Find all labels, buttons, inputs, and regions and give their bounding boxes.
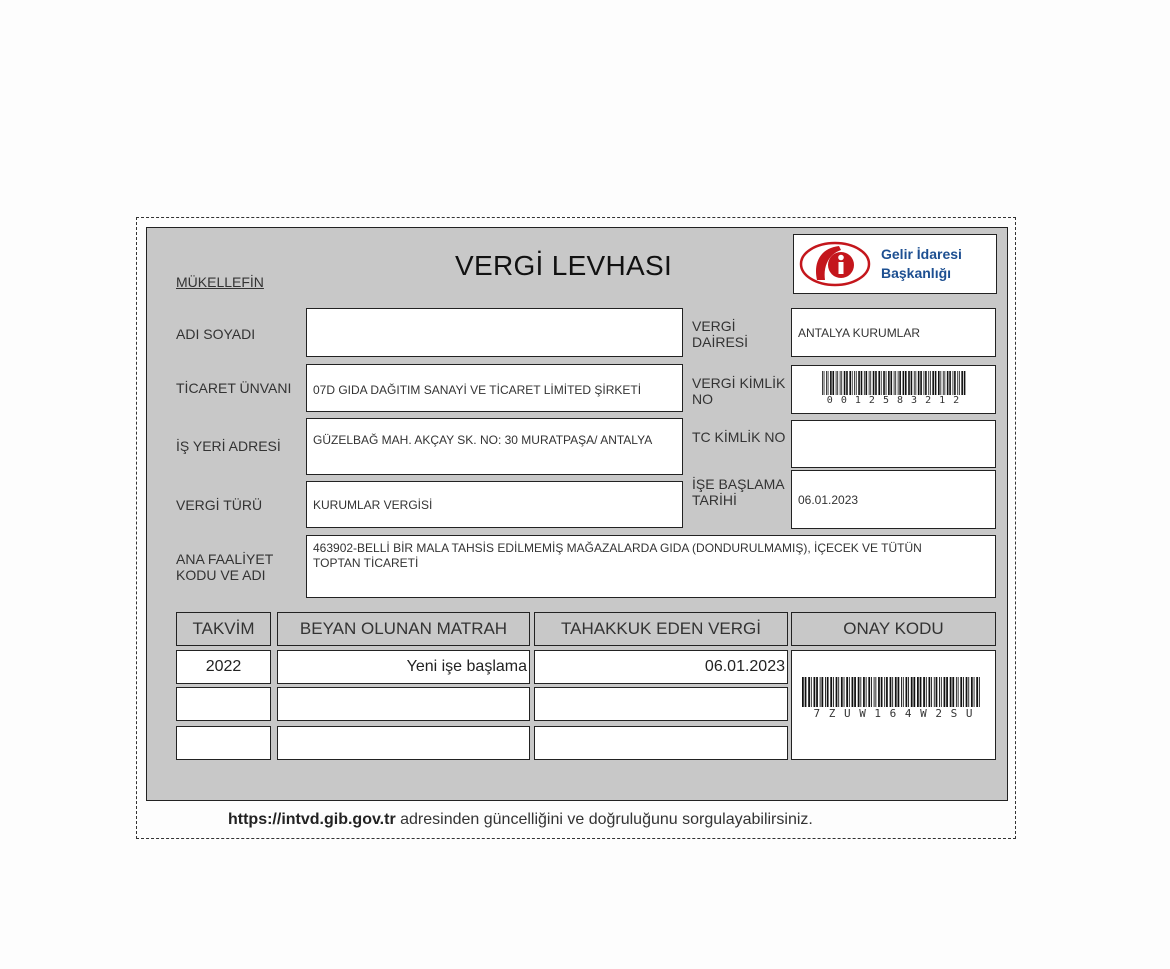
table-cell-matrah: Yeni işe başlama [277,650,530,684]
onay-kodu-value: 7 Z U W 1 6 4 W 2 S U [813,707,974,720]
adi-soyadi-label: ADI SOYADI [176,326,256,342]
barcode-bar [854,371,855,395]
gib-logo [793,234,997,294]
is-yeri-adresi-value: GÜZELBAĞ MAH. AKÇAY SK. NO: 30 MURATPAŞA/ ANTALYA [313,433,653,447]
barcode-bar [884,677,885,707]
barcode-bar [920,371,922,395]
barcode-bar [908,371,910,395]
barcode-bar [830,371,832,395]
barcode-bar [838,677,839,707]
barcode-bar [814,677,816,707]
barcode-bar [860,677,861,707]
barcode-bar [854,677,856,707]
barcode-bar [846,371,848,395]
barcode-bar [950,677,952,707]
table-cell-matrah [277,687,530,721]
barcode-bar [849,677,850,707]
onay-kodu-cell [791,650,996,760]
barcode-bar [931,677,932,707]
barcode-bar [934,677,935,707]
barcode-bar [959,371,960,395]
barcode-bar [903,371,905,395]
barcode-bar [836,371,837,395]
barcode-bar [864,371,865,395]
ana-faaliyet-label-line-1: ANA FAALİYET [176,551,274,567]
barcode-bar [881,371,882,395]
vergi-kimlik-label-line-2: NO [692,391,713,407]
barcode-bar [811,677,812,707]
barcode-bar [881,677,883,707]
barcode-bar [890,677,892,707]
vergi-turu-value: KURUMLAR VERGİSİ [313,498,433,512]
barcode-bar [940,371,941,395]
table-cell-takvim [176,687,271,721]
barcode-bar [825,677,826,707]
ana-faaliyet-label [176,551,273,583]
vergi-kimlik-barcode [822,371,967,395]
logo-line-1: Gelir İdaresi [881,246,962,262]
barcode-bar [898,371,899,395]
barcode-bar [961,371,963,395]
barcode-bar [820,677,821,707]
barcode-bar [886,677,888,707]
vergi-dairesi-field [791,308,996,357]
tc-kimlik-field [791,420,996,468]
ana-faaliyet-value [313,541,922,571]
barcode-bar [979,677,980,707]
barcode-bar [929,677,931,707]
ise-baslama-value: 06.01.2023 [798,493,859,507]
table-cell-vergi: 06.01.2023 [534,650,788,684]
tc-kimlik-label: TC KİMLİK NO [692,429,786,445]
barcode-bar [861,371,863,395]
barcode-bar [892,677,893,707]
barcode-bar [938,371,940,395]
table-cell-matrah [277,726,530,760]
table-header-takvim: TAKVİM [176,612,271,646]
vergi-kimlik-value: 0 0 1 2 5 8 3 2 1 2 [826,395,961,406]
barcode-bar [883,371,885,395]
vergi-kimlik-field [791,365,996,414]
barcode-bar [840,371,841,395]
barcode-bar [822,371,823,395]
barcode-bar [935,371,937,395]
barcode-bar [852,371,853,395]
barcode-bar [952,677,954,707]
barcode-bar [888,371,890,395]
barcode-bar [917,677,919,707]
barcode-bar [832,371,834,395]
barcode-bar [966,677,968,707]
barcode-bar [808,677,810,707]
logo-text [881,245,962,283]
barcode-bar [960,677,962,707]
ise-baslama-label-line-2: TARİHİ [692,492,737,508]
barcode-bar [928,371,929,395]
barcode-bar [957,371,958,395]
barcode-bar [890,371,892,395]
barcode-bar [844,677,845,707]
table-cell-vergi [534,687,788,721]
ana-faaliyet-label-line-2: KODU VE ADI [176,567,266,583]
barcode-bar [878,677,880,707]
barcode-bar [830,677,832,707]
barcode-bar [914,371,915,395]
barcode-bar [954,371,956,395]
table-cell-takvim [176,726,271,760]
barcode-bar [846,677,848,707]
barcode-bar [932,371,934,395]
barcode-bar [856,371,857,395]
barcode-bar [866,677,867,707]
barcode-bar [849,371,851,395]
vergi-kimlik-label [692,375,785,407]
ana-faaliyet-value-line-2: TOPTAN TİCARETİ [313,556,419,570]
barcode-bar [878,371,880,395]
barcode-bar [828,371,829,395]
barcode-bar [911,371,913,395]
barcode-bar [863,677,865,707]
barcode-bar [946,677,948,707]
barcode-bar [875,371,877,395]
onay-kodu-barcode [802,677,986,707]
barcode-bar [816,677,818,707]
barcode-bar [939,677,940,707]
table-header-onay-kodu: ONAY KODU [791,612,996,646]
barcode-bar [903,677,904,707]
vergi-turu-label: VERGİ TÜRÜ [176,497,263,513]
barcode-bar [870,371,871,395]
barcode-bar [923,677,925,707]
barcode-bar [944,677,946,707]
verification-note [228,811,813,829]
barcode-bar [915,371,916,395]
section-label: MÜKELLEFİN [176,274,264,290]
table-cell-takvim: 2022 [176,650,271,684]
barcode-bar [906,677,908,707]
barcode-bar [833,677,834,707]
barcode-bar [925,371,927,395]
barcode-bar [949,371,951,395]
barcode-bar [874,677,875,707]
barcode-bar [858,677,860,707]
barcode-bar [875,677,876,707]
barcode-bar [918,371,920,395]
is-yeri-adresi-field [306,418,683,475]
is-yeri-adresi-label: İŞ YERİ ADRESİ [176,438,281,454]
ise-baslama-field [791,470,996,529]
ise-baslama-label [692,476,785,508]
barcode-bar [826,371,827,395]
barcode-bar [802,677,804,707]
barcode-bar [964,371,966,395]
barcode-bar [868,677,870,707]
barcode-bar [958,677,959,707]
table-header-vergi: TAHAKKUK EDEN VERGİ [534,612,788,646]
barcode-bar [852,677,854,707]
barcode-bar [805,677,807,707]
barcode-bar [911,677,913,707]
barcode-bar [837,371,838,395]
barcode-bar [924,371,925,395]
barcode-bar [930,371,931,395]
logo-line-2: Başkanlığı [881,265,952,281]
vergi-dairesi-label-line-1: VERGİ [692,318,736,334]
barcode-bar [901,677,902,707]
barcode-bar [841,677,843,707]
barcode-bar [941,677,942,707]
barcode-bar [963,677,964,707]
barcode-bar [944,371,945,395]
barcode-bar [974,677,975,707]
barcode-bar [913,677,915,707]
barcode-bar [908,677,909,707]
barcode-bar [956,677,957,707]
ise-baslama-label-line-1: İŞE BAŞLAMA [692,476,785,492]
barcode-bar [976,677,978,707]
barcode-bar [894,371,895,395]
barcode-bar [866,371,868,395]
ticaret-unvani-label: TİCARET ÜNVANI [176,380,292,396]
vergi-turu-field [306,481,683,528]
table-header-matrah: BEYAN OLUNAN MATRAH [277,612,530,646]
barcode-bar [869,371,870,395]
gib-logo-icon [799,240,875,288]
barcode-bar [899,371,901,395]
barcode-bar [844,371,846,395]
barcode-bar [858,371,860,395]
ana-faaliyet-field [306,535,996,598]
barcode-bar [886,371,887,395]
barcode-bar [873,371,875,395]
barcode-bar [905,371,907,395]
barcode-bar [824,371,825,395]
barcode-bar [947,371,949,395]
ticaret-unvani-field [306,364,683,412]
vergi-kimlik-label-line-1: VERGİ KİMLİK [692,375,786,391]
barcode-bar [953,371,954,395]
barcode-bar [971,677,973,707]
barcode-bar [895,677,897,707]
barcode-bar [836,677,838,707]
vergi-dairesi-label [692,318,748,350]
barcode-bar [871,677,872,707]
ticaret-unvani-value: 07D GIDA DAĞITIM SANAYİ VE TİCARET LİMİTED ŞİRKETİ [313,383,642,397]
table-cell-vergi [534,726,788,760]
page-title: VERGİ LEVHASI [455,250,673,281]
adi-soyadi-field [306,308,683,357]
ana-faaliyet-value-line-1: 463902-BELLİ BİR MALA TAHSİS EDİLMEMİŞ MAĞAZALARDA GIDA (DONDURULMAMIŞ), İÇECEK VE TÜTÜN [313,541,922,555]
barcode-bar [827,677,829,707]
verification-link[interactable]: https://intvd.gib.gov.tr [228,811,396,828]
barcode-bar [943,371,944,395]
vergi-dairesi-value: ANTALYA KURUMLAR [798,326,921,340]
barcode-bar [898,677,900,707]
barcode-bar [920,677,922,707]
verification-text: adresinden güncelliğini ve doğruluğunu sorgulayabilirsiniz. [395,811,813,828]
vergi-dairesi-label-line-2: DAİRESİ [692,334,749,350]
barcode-bar [936,677,938,707]
barcode-bar [926,677,927,707]
barcode-bar [968,677,969,707]
barcode-bar [841,371,842,395]
barcode-bar [821,677,823,707]
barcode-bar [895,371,896,395]
